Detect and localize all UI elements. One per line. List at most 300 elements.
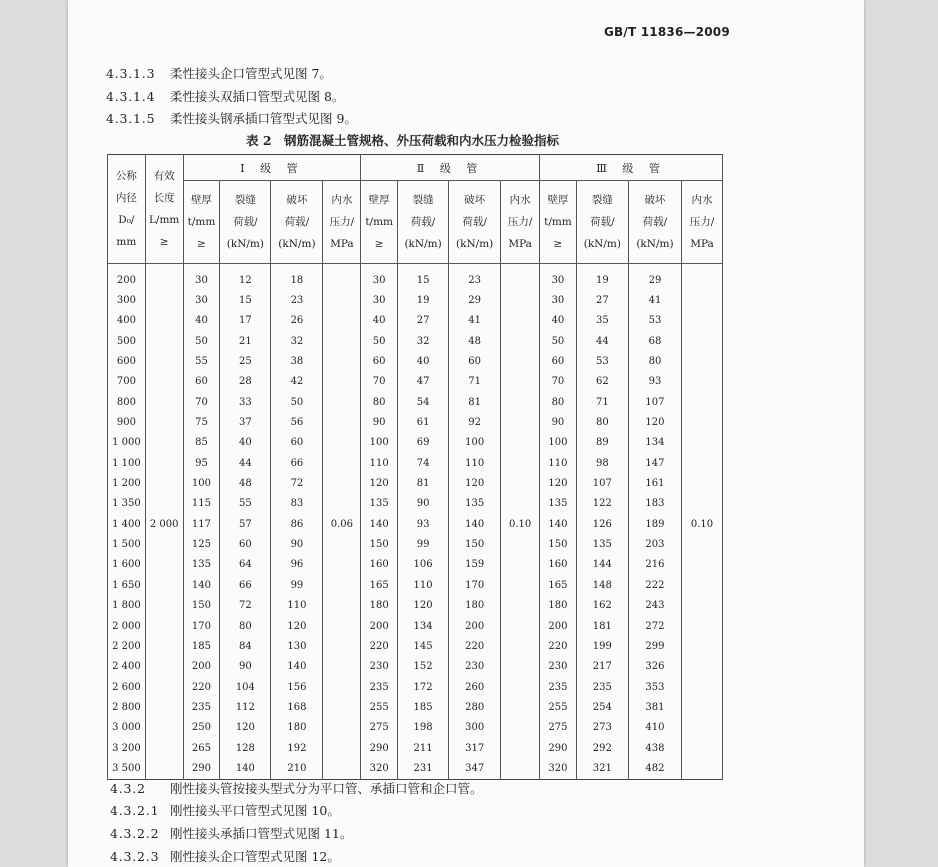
cell-break-load: 32 <box>271 331 323 351</box>
cell-crack-load: 254 <box>576 697 628 717</box>
cell-wall-thickness: 255 <box>361 697 398 717</box>
cell-wall-thickness: 115 <box>183 494 220 514</box>
cell-crack-load: 71 <box>576 392 628 412</box>
cell-crack-load: 120 <box>220 718 271 738</box>
table-row <box>108 697 723 717</box>
clause-number: 4.3.1.5 <box>106 111 156 126</box>
cell-break-load: 280 <box>449 697 501 717</box>
cell-diameter: 2 400 <box>108 657 146 677</box>
table-row <box>108 534 723 554</box>
cell-wall-thickness: 50 <box>540 331 577 351</box>
cell-crack-load: 145 <box>398 636 449 656</box>
cell-crack-load: 292 <box>576 738 628 758</box>
clause-4-3-1-4 <box>106 87 344 105</box>
header-diameter: 公称 内径 D₀/ mm <box>108 155 146 264</box>
cell-crack-load: 47 <box>398 372 449 392</box>
table-row <box>108 596 723 616</box>
clause-number: 4.3.1.3 <box>106 66 156 81</box>
cell-crack-load: 148 <box>576 575 628 595</box>
cell-diameter: 800 <box>108 392 146 412</box>
cell-crack-load: 199 <box>576 636 628 656</box>
cell-crack-load: 185 <box>398 697 449 717</box>
cell-crack-load: 181 <box>576 616 628 636</box>
cell-crack-load: 12 <box>220 264 271 291</box>
clause-number: 4.3.2.2 <box>110 826 160 841</box>
cell-crack-load: 62 <box>576 372 628 392</box>
cell-crack-load: 217 <box>576 657 628 677</box>
cell-wall-thickness: 140 <box>183 575 220 595</box>
cell-wall-thickness: 50 <box>183 331 220 351</box>
cell-wall-thickness: 135 <box>361 494 398 514</box>
cell-crack-load: 211 <box>398 738 449 758</box>
cell-wall-thickness: 55 <box>183 351 220 371</box>
cell-crack-load: 69 <box>398 433 449 453</box>
clause-4-3-1-3 <box>106 64 332 82</box>
cell-diameter: 900 <box>108 412 146 432</box>
cell-crack-load: 25 <box>220 351 271 371</box>
cell-crack-load: 27 <box>576 290 628 310</box>
cell-wall-thickness: 100 <box>183 473 220 493</box>
cell-break-load: 317 <box>449 738 501 758</box>
cell-crack-load: 33 <box>220 392 271 412</box>
cell-break-load: 482 <box>628 758 681 779</box>
header-crack-load: 裂缝 荷载/ (kN/m) <box>220 181 271 264</box>
cell-water-pressure: 0.06 <box>323 264 361 780</box>
cell-wall-thickness: 117 <box>183 514 220 534</box>
header-wall-thickness: 壁厚 t/mm ≥ <box>540 181 577 264</box>
cell-crack-load: 152 <box>398 657 449 677</box>
cell-diameter: 3 000 <box>108 718 146 738</box>
clause-text: 刚性接头承插口管型式见图 11。 <box>170 826 353 841</box>
cell-crack-load: 84 <box>220 636 271 656</box>
cell-crack-load: 106 <box>398 555 449 575</box>
cell-break-load: 83 <box>271 494 323 514</box>
cell-break-load: 48 <box>449 331 501 351</box>
header-water-pressure: 内水 压力/ MPa <box>682 181 723 264</box>
cell-break-load: 168 <box>271 697 323 717</box>
cell-wall-thickness: 85 <box>183 433 220 453</box>
cell-break-load: 42 <box>271 372 323 392</box>
cell-crack-load: 120 <box>398 596 449 616</box>
clause-4-3-2 <box>110 779 483 797</box>
cell-break-load: 210 <box>271 758 323 779</box>
cell-diameter: 500 <box>108 331 146 351</box>
cell-break-load: 300 <box>449 718 501 738</box>
table-row <box>108 473 723 493</box>
cell-crack-load: 140 <box>220 758 271 779</box>
cell-crack-load: 19 <box>398 290 449 310</box>
cell-wall-thickness: 30 <box>183 264 220 291</box>
cell-diameter: 3 500 <box>108 758 146 779</box>
cell-crack-load: 235 <box>576 677 628 697</box>
header-wall-thickness: 壁厚 t/mm ≥ <box>361 181 398 264</box>
cell-crack-load: 40 <box>220 433 271 453</box>
cell-break-load: 159 <box>449 555 501 575</box>
cell-break-load: 93 <box>628 372 681 392</box>
cell-wall-thickness: 60 <box>361 351 398 371</box>
cell-diameter: 1 500 <box>108 534 146 554</box>
header-grade-3: Ⅲ 级 管 <box>540 155 723 181</box>
cell-crack-load: 61 <box>398 412 449 432</box>
cell-break-load: 100 <box>449 433 501 453</box>
cell-wall-thickness: 70 <box>540 372 577 392</box>
cell-crack-load: 80 <box>576 412 628 432</box>
cell-crack-load: 134 <box>398 616 449 636</box>
header-crack-load: 裂缝 荷载/ (kN/m) <box>398 181 449 264</box>
table-row <box>108 372 723 392</box>
clause-text: 刚性接头平口管型式见图 10。 <box>170 803 340 818</box>
cell-wall-thickness: 125 <box>183 534 220 554</box>
cell-crack-load: 35 <box>576 311 628 331</box>
cell-break-load: 381 <box>628 697 681 717</box>
cell-wall-thickness: 90 <box>361 412 398 432</box>
table-row <box>108 677 723 697</box>
clause-4-3-1-5 <box>106 109 357 127</box>
cell-wall-thickness: 230 <box>540 657 577 677</box>
cell-wall-thickness: 230 <box>361 657 398 677</box>
cell-wall-thickness: 150 <box>183 596 220 616</box>
cell-crack-load: 57 <box>220 514 271 534</box>
cell-break-load: 56 <box>271 412 323 432</box>
cell-diameter: 1 650 <box>108 575 146 595</box>
cell-wall-thickness: 90 <box>540 412 577 432</box>
clause-4-3-2-1 <box>110 801 340 819</box>
cell-diameter: 2 000 <box>108 616 146 636</box>
cell-wall-thickness: 200 <box>361 616 398 636</box>
cell-wall-thickness: 95 <box>183 453 220 473</box>
cell-wall-thickness: 30 <box>361 264 398 291</box>
table-row <box>108 433 723 453</box>
cell-crack-load: 99 <box>398 534 449 554</box>
cell-crack-load: 19 <box>576 264 628 291</box>
cell-wall-thickness: 290 <box>540 738 577 758</box>
cell-break-load: 23 <box>271 290 323 310</box>
cell-wall-thickness: 120 <box>361 473 398 493</box>
cell-break-load: 272 <box>628 616 681 636</box>
cell-crack-load: 17 <box>220 311 271 331</box>
header-break-load: 破坏 荷载/ (kN/m) <box>449 181 501 264</box>
cell-wall-thickness: 75 <box>183 412 220 432</box>
cell-break-load: 140 <box>271 657 323 677</box>
cell-wall-thickness: 80 <box>361 392 398 412</box>
cell-wall-thickness: 135 <box>540 494 577 514</box>
cell-crack-load: 81 <box>398 473 449 493</box>
cell-diameter: 400 <box>108 311 146 331</box>
cell-break-load: 299 <box>628 636 681 656</box>
cell-crack-load: 89 <box>576 433 628 453</box>
table-row <box>108 453 723 473</box>
cell-wall-thickness: 275 <box>361 718 398 738</box>
cell-crack-load: 37 <box>220 412 271 432</box>
cell-diameter: 2 200 <box>108 636 146 656</box>
cell-crack-load: 55 <box>220 494 271 514</box>
cell-break-load: 120 <box>628 412 681 432</box>
cell-diameter: 3 200 <box>108 738 146 758</box>
cell-crack-load: 93 <box>398 514 449 534</box>
cell-break-load: 71 <box>449 372 501 392</box>
table-row <box>108 351 723 371</box>
cell-break-load: 41 <box>449 311 501 331</box>
cell-crack-load: 172 <box>398 677 449 697</box>
cell-break-load: 216 <box>628 555 681 575</box>
cell-wall-thickness: 30 <box>540 290 577 310</box>
cell-wall-thickness: 30 <box>540 264 577 291</box>
cell-crack-load: 74 <box>398 453 449 473</box>
cell-break-load: 222 <box>628 575 681 595</box>
cell-wall-thickness: 160 <box>540 555 577 575</box>
cell-break-load: 203 <box>628 534 681 554</box>
cell-water-pressure: 0.10 <box>501 264 540 780</box>
cell-break-load: 68 <box>628 331 681 351</box>
cell-crack-load: 110 <box>398 575 449 595</box>
cell-wall-thickness: 220 <box>540 636 577 656</box>
table-row <box>108 290 723 310</box>
cell-crack-load: 104 <box>220 677 271 697</box>
cell-wall-thickness: 120 <box>540 473 577 493</box>
cell-break-load: 189 <box>628 514 681 534</box>
cell-break-load: 38 <box>271 351 323 371</box>
clause-text: 柔性接头钢承插口管型式见图 9。 <box>170 111 357 126</box>
cell-wall-thickness: 135 <box>183 555 220 575</box>
cell-crack-load: 98 <box>576 453 628 473</box>
clause-number: 4.3.2 <box>110 781 146 796</box>
table-row <box>108 758 723 779</box>
cell-break-load: 192 <box>271 738 323 758</box>
cell-diameter: 2 800 <box>108 697 146 717</box>
cell-wall-thickness: 180 <box>361 596 398 616</box>
header-water-pressure: 内水 压力/ MPa <box>501 181 540 264</box>
cell-diameter: 1 800 <box>108 596 146 616</box>
cell-break-load: 99 <box>271 575 323 595</box>
cell-break-load: 120 <box>271 616 323 636</box>
table-row <box>108 494 723 514</box>
cell-wall-thickness: 100 <box>361 433 398 453</box>
table-row <box>108 575 723 595</box>
cell-crack-load: 321 <box>576 758 628 779</box>
cell-wall-thickness: 60 <box>183 372 220 392</box>
header-water-pressure: 内水 压力/ MPa <box>323 181 361 264</box>
cell-break-load: 107 <box>628 392 681 412</box>
clause-4-3-2-3 <box>110 847 340 865</box>
cell-wall-thickness: 30 <box>183 290 220 310</box>
cell-break-load: 81 <box>449 392 501 412</box>
cell-break-load: 110 <box>449 453 501 473</box>
cell-wall-thickness: 235 <box>540 677 577 697</box>
table-row <box>108 514 723 534</box>
cell-crack-load: 54 <box>398 392 449 412</box>
cell-break-load: 326 <box>628 657 681 677</box>
cell-wall-thickness: 200 <box>540 616 577 636</box>
cell-wall-thickness: 40 <box>183 311 220 331</box>
cell-break-load: 135 <box>449 494 501 514</box>
cell-wall-thickness: 275 <box>540 718 577 738</box>
cell-break-load: 180 <box>449 596 501 616</box>
cell-break-load: 66 <box>271 453 323 473</box>
cell-crack-load: 112 <box>220 697 271 717</box>
cell-wall-thickness: 70 <box>183 392 220 412</box>
cell-wall-thickness: 180 <box>540 596 577 616</box>
header-wall-thickness: 壁厚 t/mm ≥ <box>183 181 220 264</box>
cell-crack-load: 90 <box>220 657 271 677</box>
cell-crack-load: 135 <box>576 534 628 554</box>
cell-break-load: 243 <box>628 596 681 616</box>
cell-diameter: 1 100 <box>108 453 146 473</box>
cell-crack-load: 44 <box>576 331 628 351</box>
header-break-load: 破坏 荷载/ (kN/m) <box>271 181 323 264</box>
clause-number: 4.3.2.3 <box>110 849 160 864</box>
cell-crack-load: 64 <box>220 555 271 575</box>
cell-break-load: 140 <box>449 514 501 534</box>
cell-wall-thickness: 150 <box>540 534 577 554</box>
cell-crack-load: 66 <box>220 575 271 595</box>
header-grade-1: Ⅰ 级 管 <box>183 155 361 181</box>
clause-number: 4.3.1.4 <box>106 89 156 104</box>
header-break-load: 破坏 荷载/ (kN/m) <box>628 181 681 264</box>
table-row <box>108 718 723 738</box>
cell-break-load: 147 <box>628 453 681 473</box>
cell-wall-thickness: 290 <box>183 758 220 779</box>
clause-text: 柔性接头双插口管型式见图 8。 <box>170 89 345 104</box>
cell-crack-load: 122 <box>576 494 628 514</box>
cell-wall-thickness: 220 <box>361 636 398 656</box>
cell-break-load: 92 <box>449 412 501 432</box>
cell-wall-thickness: 110 <box>540 453 577 473</box>
cell-break-load: 438 <box>628 738 681 758</box>
cell-diameter: 600 <box>108 351 146 371</box>
cell-diameter: 200 <box>108 264 146 291</box>
cell-break-load: 90 <box>271 534 323 554</box>
cell-wall-thickness: 160 <box>361 555 398 575</box>
cell-wall-thickness: 220 <box>183 677 220 697</box>
cell-crack-load: 28 <box>220 372 271 392</box>
table-row <box>108 657 723 677</box>
header-length: 有效 长度 L/mm ≥ <box>145 155 183 264</box>
document-page <box>68 0 864 867</box>
cell-break-load: 29 <box>628 264 681 291</box>
cell-wall-thickness: 265 <box>183 738 220 758</box>
clause-number: 4.3.2.1 <box>110 803 160 818</box>
cell-crack-load: 162 <box>576 596 628 616</box>
cell-crack-load: 32 <box>398 331 449 351</box>
cell-break-load: 134 <box>628 433 681 453</box>
cell-diameter: 1 400 <box>108 514 146 534</box>
cell-break-load: 72 <box>271 473 323 493</box>
cell-crack-load: 53 <box>576 351 628 371</box>
cell-wall-thickness: 165 <box>361 575 398 595</box>
cell-break-load: 41 <box>628 290 681 310</box>
cell-wall-thickness: 165 <box>540 575 577 595</box>
cell-diameter: 1 200 <box>108 473 146 493</box>
cell-crack-load: 90 <box>398 494 449 514</box>
clause-text: 刚性接头企口管型式见图 12。 <box>170 849 340 864</box>
cell-crack-load: 60 <box>220 534 271 554</box>
cell-crack-load: 40 <box>398 351 449 371</box>
cell-break-load: 53 <box>628 311 681 331</box>
table-title: 表 2 钢筋混凝土管规格、外压荷载和内水压力检验指标 <box>246 133 560 148</box>
cell-wall-thickness: 235 <box>361 677 398 697</box>
cell-crack-load: 128 <box>220 738 271 758</box>
cell-break-load: 26 <box>271 311 323 331</box>
cell-crack-load: 27 <box>398 311 449 331</box>
table-row <box>108 264 723 291</box>
cell-wall-thickness: 235 <box>183 697 220 717</box>
cell-crack-load: 126 <box>576 514 628 534</box>
cell-break-load: 161 <box>628 473 681 493</box>
cell-break-load: 60 <box>449 351 501 371</box>
cell-crack-load: 198 <box>398 718 449 738</box>
spec-table <box>107 154 723 780</box>
cell-break-load: 156 <box>271 677 323 697</box>
cell-wall-thickness: 200 <box>183 657 220 677</box>
cell-break-load: 410 <box>628 718 681 738</box>
table-row <box>108 616 723 636</box>
cell-crack-load: 80 <box>220 616 271 636</box>
cell-crack-load: 231 <box>398 758 449 779</box>
cell-wall-thickness: 80 <box>540 392 577 412</box>
table-row <box>108 331 723 351</box>
cell-break-load: 18 <box>271 264 323 291</box>
cell-wall-thickness: 40 <box>361 311 398 331</box>
table-row <box>108 311 723 331</box>
cell-diameter: 2 600 <box>108 677 146 697</box>
cell-wall-thickness: 100 <box>540 433 577 453</box>
header-crack-load: 裂缝 荷载/ (kN/m) <box>576 181 628 264</box>
cell-break-load: 260 <box>449 677 501 697</box>
cell-wall-thickness: 255 <box>540 697 577 717</box>
cell-break-load: 120 <box>449 473 501 493</box>
clause-4-3-2-2 <box>110 824 352 842</box>
cell-crack-load: 15 <box>398 264 449 291</box>
cell-water-pressure: 0.10 <box>682 264 723 780</box>
clause-text: 刚性接头管按接头型式分为平口管、承插口管和企口管。 <box>170 781 483 796</box>
cell-break-load: 183 <box>628 494 681 514</box>
cell-break-load: 50 <box>271 392 323 412</box>
cell-crack-load: 21 <box>220 331 271 351</box>
standard-number: GB/T 11836—2009 <box>604 25 730 39</box>
cell-diameter: 700 <box>108 372 146 392</box>
cell-wall-thickness: 30 <box>361 290 398 310</box>
cell-diameter: 1 600 <box>108 555 146 575</box>
cell-length: 2 000 <box>145 264 183 780</box>
table-row <box>108 636 723 656</box>
clause-text: 柔性接头企口管型式见图 7。 <box>170 66 332 81</box>
cell-break-load: 110 <box>271 596 323 616</box>
cell-wall-thickness: 150 <box>361 534 398 554</box>
cell-wall-thickness: 320 <box>540 758 577 779</box>
cell-wall-thickness: 170 <box>183 616 220 636</box>
cell-wall-thickness: 290 <box>361 738 398 758</box>
cell-break-load: 150 <box>449 534 501 554</box>
cell-break-load: 23 <box>449 264 501 291</box>
cell-wall-thickness: 110 <box>361 453 398 473</box>
cell-crack-load: 44 <box>220 453 271 473</box>
table-row <box>108 738 723 758</box>
table-row <box>108 555 723 575</box>
cell-break-load: 29 <box>449 290 501 310</box>
cell-break-load: 347 <box>449 758 501 779</box>
cell-crack-load: 15 <box>220 290 271 310</box>
header-grade-2: Ⅱ 级 管 <box>361 155 540 181</box>
cell-crack-load: 273 <box>576 718 628 738</box>
cell-break-load: 220 <box>449 636 501 656</box>
cell-break-load: 86 <box>271 514 323 534</box>
cell-crack-load: 72 <box>220 596 271 616</box>
cell-diameter: 300 <box>108 290 146 310</box>
cell-break-load: 230 <box>449 657 501 677</box>
cell-wall-thickness: 250 <box>183 718 220 738</box>
cell-wall-thickness: 60 <box>540 351 577 371</box>
cell-wall-thickness: 140 <box>361 514 398 534</box>
